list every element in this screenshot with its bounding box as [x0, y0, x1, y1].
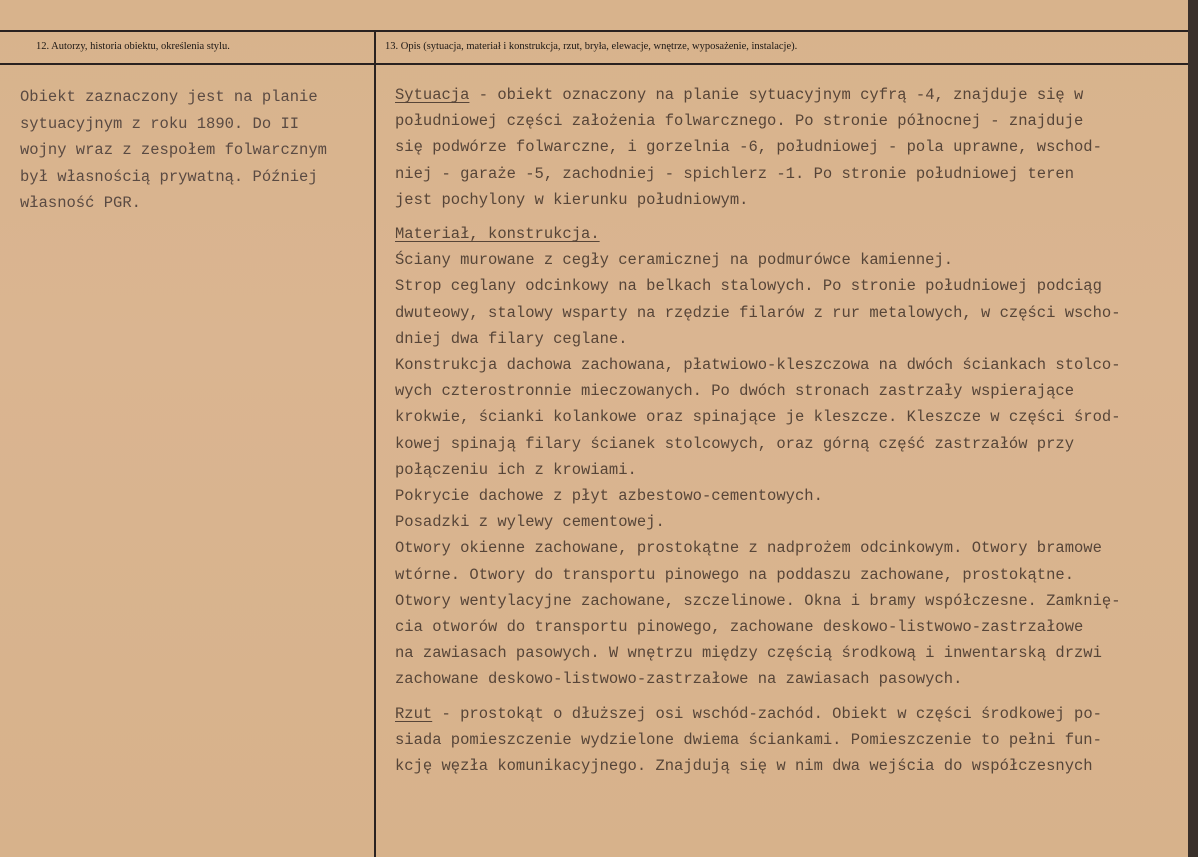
material-line: na zawiasach pasowych. W wnętrzu między częścią środkową i inwentarską drzwi — [395, 644, 1102, 663]
sytuacja-heading: Sytuacja — [395, 86, 470, 104]
material-line: cia otworów do transportu pinowego, zachowane deskowo-listwowo-zastrzałowe — [395, 618, 1084, 637]
material-line: Otwory wentylacyjne zachowane, szczelinowe. Okna i bramy współczesne. Zamknię- — [395, 591, 1121, 610]
rzut-heading: Rzut — [395, 704, 433, 723]
material-line: zachowane deskowo-listwowo-zastrzałowe na zawiasach pasowych. — [395, 670, 963, 689]
rzut-line: kcję węzła komunikacyjnego. Znajdują się w nim dwa wejścia do współczesnych — [395, 757, 1093, 776]
sytuacja-line: jest pochylony w kierunku południowym. — [395, 190, 749, 209]
sytuacja-line: się podwórze folwarczne, i gorzelnia -6, południowej - pola uprawne, wschod- — [395, 138, 1102, 157]
material-line: Pokrycie dachowe z płyt azbestowo-cementowych. — [395, 487, 823, 506]
material-line: Otwory okienne zachowane, prostokątne z nadprożem odcinkowym. Otwory bramowe — [395, 539, 1102, 558]
material-line: wych czterostronnie mieczowanych. Po dwóch stronach zastrzały wspierające — [395, 382, 1075, 401]
top-rule — [0, 30, 1198, 32]
material-line: wtórne. Otwory do transportu pinowego na poddaszu zachowane, prostokątne. — [395, 565, 1075, 584]
history-line: wojny wraz z zespołem folwarcznym — [20, 141, 327, 159]
left-column-header: 12. Autorzy, historia obiektu, określenia stylu. — [36, 41, 230, 52]
history-line: własność PGR. — [20, 194, 141, 212]
material-line: Ściany murowane z cegły ceramicznej na podmurówce kamiennej. — [395, 251, 954, 270]
column-divider — [374, 30, 376, 857]
rzut-first-line: Rzut - prostokąt o dłuższej osi wschód-zachód. Obiekt w części środkowej po- — [395, 704, 1102, 723]
history-line: był własnością prywatną. Później — [20, 167, 318, 186]
history-line: Obiekt zaznaczony jest na planie — [20, 88, 318, 106]
material-heading: Materiał, konstrukcja. — [395, 225, 600, 244]
material-line: dwuteowy, stalowy wsparty na rzędzie filarów z rur metalowych, w części wscho- — [395, 303, 1121, 322]
material-line: Strop ceglany odcinkowy na belkach stalowych. Po stronie południowej podciąg — [395, 277, 1102, 296]
sytuacja-line: południowej części założenia folwarcznego. Po stronie północnej - znajduje — [395, 112, 1084, 131]
material-line: Posadzki z wylewy cementowej. — [395, 513, 665, 532]
sytuacja-line: niej - garaże -5, zachodniej - spichlerz -1. Po stronie południowej teren — [395, 164, 1075, 183]
rzut-line: siada pomieszczenie wydzielone dwiema ściankami. Pomieszczenie to pełni fun- — [395, 730, 1102, 749]
description-text — [395, 82, 1190, 779]
material-line: Konstrukcja dachowa zachowana, płatwiowo-kleszczowa na dwóch ściankach stolco- — [395, 356, 1121, 375]
history-line: sytuacyjnym z roku 1890. Do II — [20, 114, 300, 133]
history-text — [20, 84, 370, 217]
material-line: kowej spinają filary ścianek stolcowych, oraz górną część zastrzałów przy — [395, 434, 1075, 453]
scan-edge — [1188, 0, 1198, 857]
right-column-header: 13. Opis (sytuacja, materiał i konstrukcja, rzut, bryła, elewacje, wnętrze, wyposażenie, instalacje). — [385, 41, 798, 52]
sytuacja-first-line: Sytuacja - obiekt oznaczony na planie sytuacyjnym cyfrą -4, znajduje się w — [395, 86, 1084, 104]
material-line: krokwie, ścianki kolankowe oraz spinające je kleszcze. Kleszcze w części środ- — [395, 408, 1121, 427]
material-line: dniej dwa filary ceglane. — [395, 329, 628, 348]
header-rule — [0, 63, 1198, 65]
material-line: połączeniu ich z krowiami. — [395, 460, 637, 479]
